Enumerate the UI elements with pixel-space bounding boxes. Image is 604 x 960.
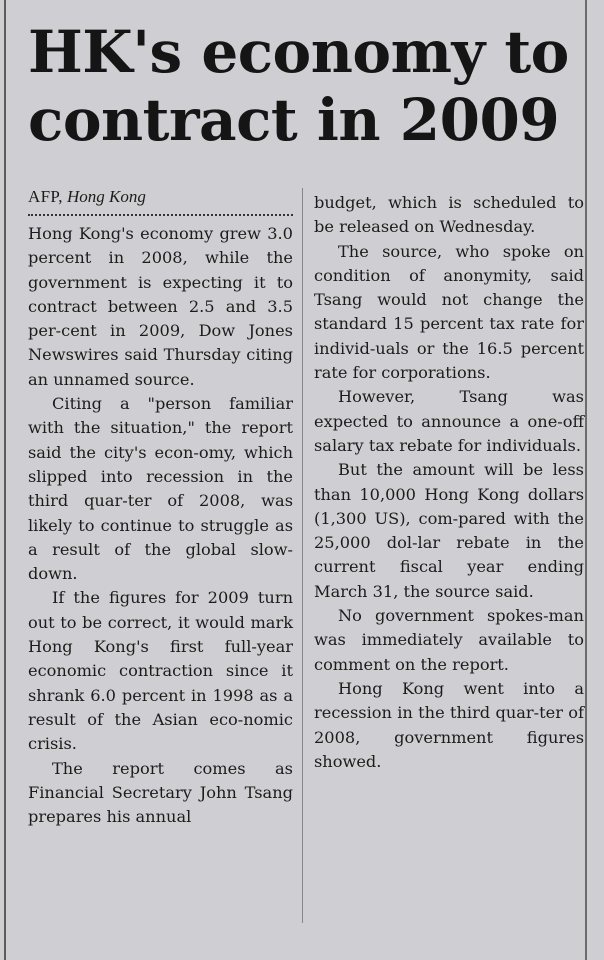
paragraph: Hong Kong's economy grew 3.0 percent in 2008, while the government is expecting it to contract between 2.5 and 3.5 per-cent in 2009, Dow Jones Newswires said Thursday citing an unnamed source. [28, 224, 293, 389]
article-column-left [28, 186, 293, 829]
paragraph: The source, who spoke on condition of anonymity, said Tsang would not change the standard 15 percent tax rate for individ-uals or the 16.5 percent rate for corporations. [314, 241, 584, 383]
paragraph: However, Tsang was expected to announce a one-off salary tax rebate for individuals. [314, 387, 584, 455]
paragraph: But the amount will be less than 10,000 Hong Kong dollars (1,300 US), com-pared with the 25,000 dol-lar rebate in the current fiscal year ending March 31, the source said. [314, 460, 584, 601]
article-column-right [314, 191, 584, 774]
paragraph: No government spokes-man was immediately available to comment on the report. [314, 606, 584, 674]
byline-dotted-rule [28, 214, 293, 216]
byline-place: Hong Kong [67, 187, 146, 206]
paragraph: The report comes as Financial Secretary John Tsang prepares his annual [28, 758, 293, 827]
byline-agency: AFP, [28, 187, 63, 206]
paragraph: budget, which is scheduled to be released on Wednesday. [314, 193, 584, 237]
paragraph: Citing a "person familiar with the situation," the report said the city's econ-omy, which slipped into recession in the third quar-ter of 2008, was likely to continue to struggle as a result of the global slow-down. [28, 394, 293, 584]
page-rule-left [4, 0, 6, 960]
byline [28, 186, 293, 208]
paragraph: Hong Kong went into a recession in the third quar-ter of 2008, government figures showed. [314, 678, 584, 771]
column-divider [302, 188, 303, 923]
paragraph: If the figures for 2009 turn out to be correct, it would mark Hong Kong's first full-year economic contraction since it shrank 6.0 percent in 1998 as a result of the Asian eco-nomic crisis. [28, 588, 293, 754]
headline: HK's economy to contract in 2009 [28, 18, 569, 154]
